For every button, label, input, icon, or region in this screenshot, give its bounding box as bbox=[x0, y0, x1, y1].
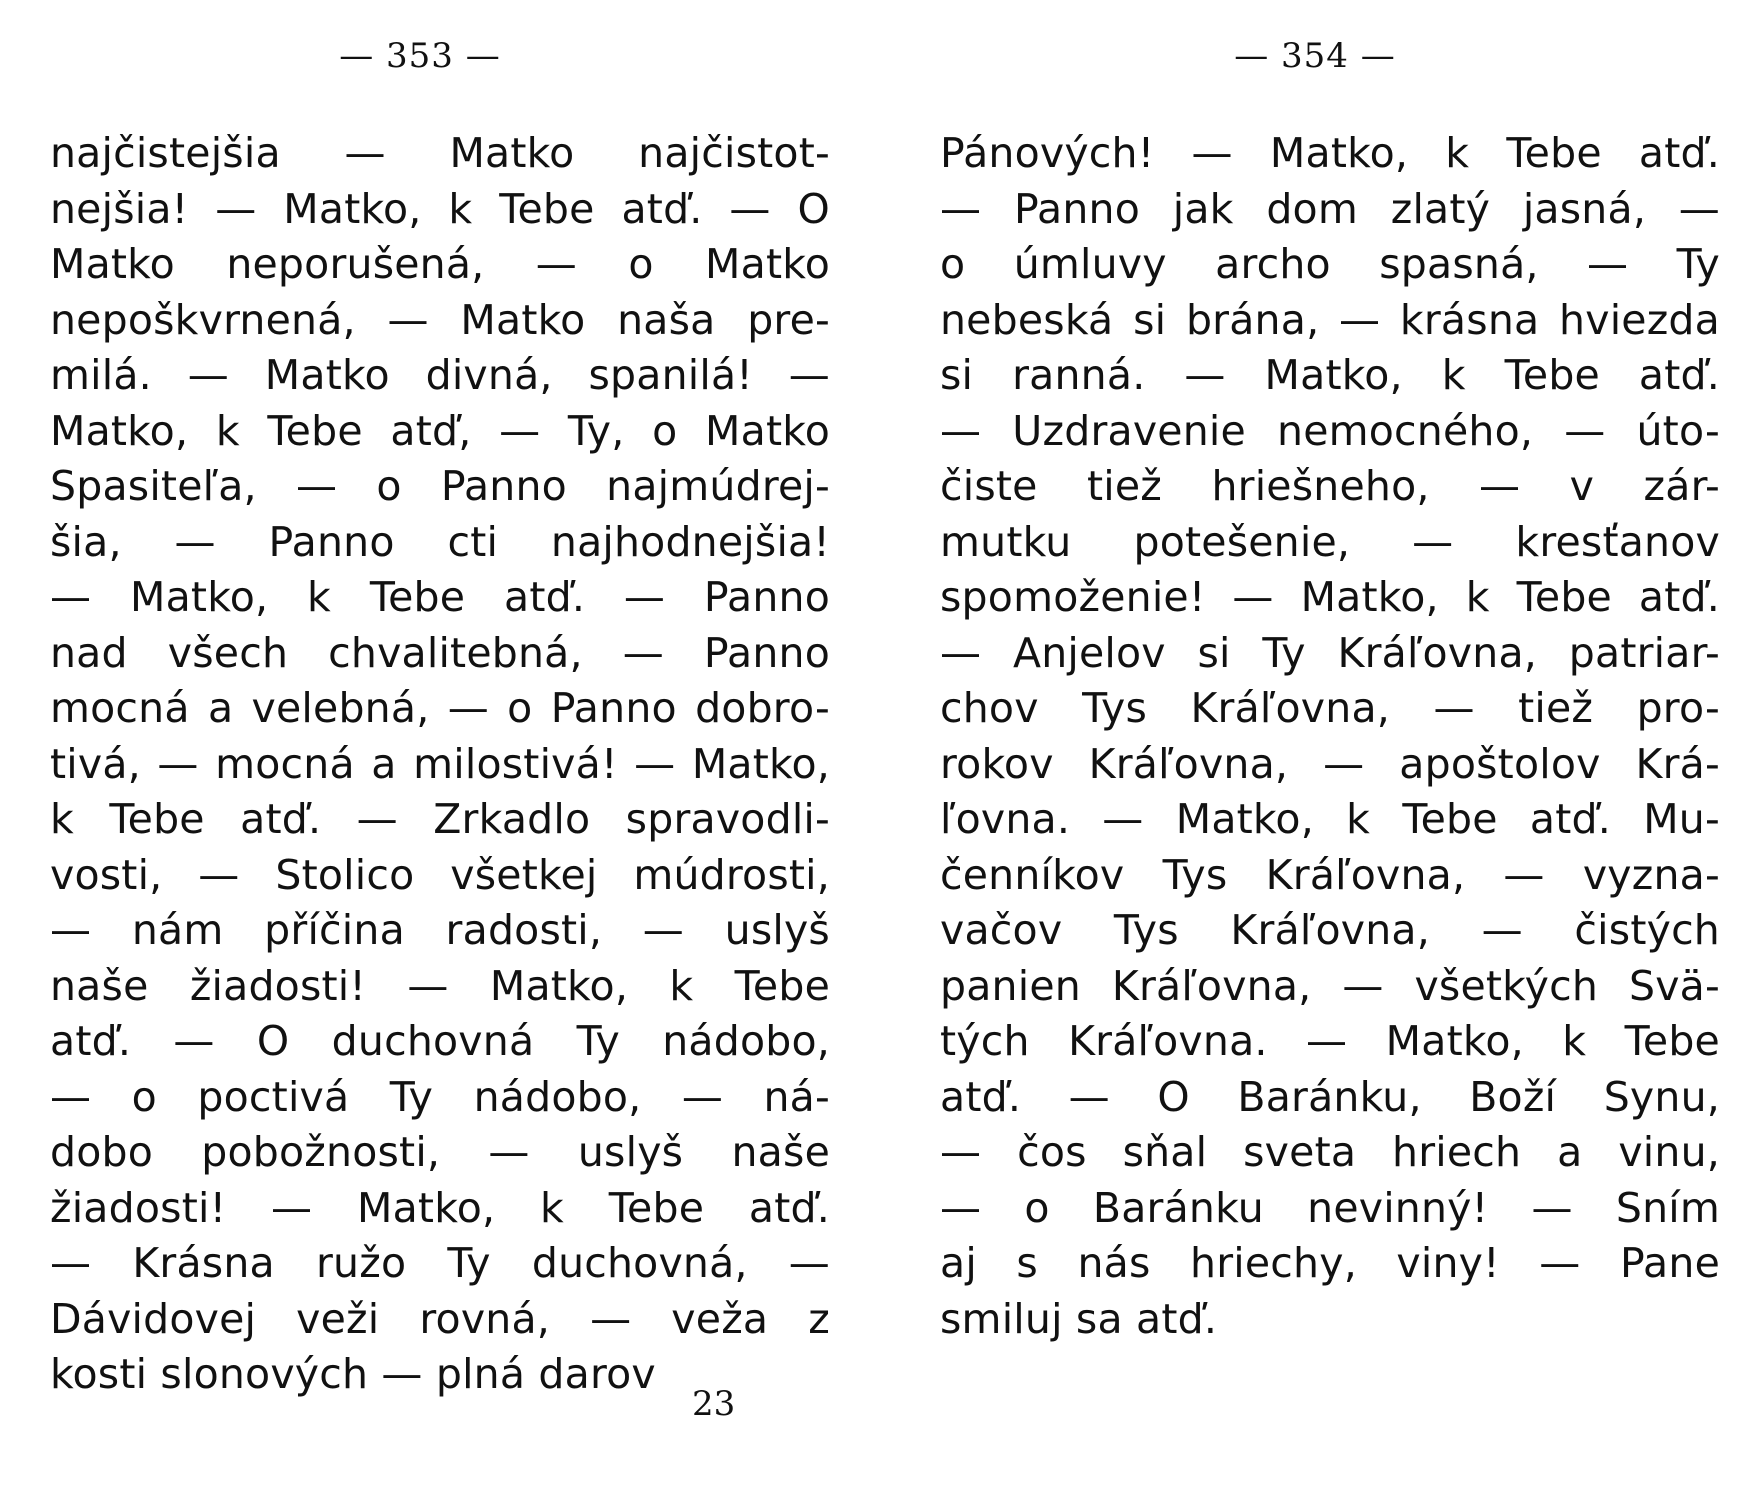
text-line: mutku potešenie, — kresťanov bbox=[940, 517, 1720, 566]
text-line: — Matko, k Tebe atď. — Panno bbox=[50, 573, 830, 621]
text-line: Matko neporušená, — o Matko bbox=[50, 240, 830, 288]
left-page bbox=[50, 0, 830, 1500]
text-line: čiste tiež hriešneho, — v zár- bbox=[940, 462, 1720, 510]
text-line: — o Baránku nevinný! — Sním bbox=[940, 1183, 1720, 1232]
text-line: Spasiteľa, — o Panno najmúdrej- bbox=[50, 462, 830, 510]
text-line: aj s nás hriechy, viny! — Pane bbox=[940, 1239, 1720, 1287]
left-page-text bbox=[50, 126, 830, 1403]
text-line: — nám příčina radosti, — uslyš bbox=[50, 906, 830, 954]
text-line: šia, — Panno cti najhodnejšia! bbox=[50, 517, 830, 566]
text-line: nebeská si brána, — krásna hviezda bbox=[940, 295, 1720, 344]
text-line: dobo pobožnosti, — uslyš naše bbox=[50, 1128, 830, 1176]
text-line: — o poctivá Ty nádobo, — ná- bbox=[50, 1072, 830, 1121]
text-line: ľovna. — Matko, k Tebe atď. Mu- bbox=[940, 795, 1720, 843]
text-line: — Uzdravenie nemocného, — úto- bbox=[940, 406, 1720, 455]
text-line: atď. — O Baránku, Boží Synu, bbox=[940, 1072, 1720, 1121]
page-number-right: — 354 — bbox=[1234, 36, 1396, 76]
text-line: panien Kráľovna, — všetkých Svä- bbox=[940, 961, 1720, 1010]
text-line: o úmluvy archo spasná, — Ty bbox=[940, 240, 1720, 288]
text-line: spomoženie! — Matko, k Tebe atď. bbox=[940, 573, 1720, 621]
page-number-left: — 353 — bbox=[339, 36, 501, 76]
text-line: čenníkov Tys Kráľovna, — vyzna- bbox=[940, 850, 1720, 899]
text-line: Matko, k Tebe atď, — Ty, o Matko bbox=[50, 406, 830, 455]
text-line: — Anjelov si Ty Kráľovna, patriar- bbox=[940, 628, 1720, 677]
text-line: naše žiadosti! — Matko, k Tebe bbox=[50, 961, 830, 1010]
text-line: tivá, — mocná a milostivá! — Matko, bbox=[50, 739, 830, 788]
text-line: kosti slonových — plná darov bbox=[50, 1350, 656, 1398]
text-line: vačov Tys Kráľovna, — čistých bbox=[940, 906, 1720, 954]
text-line: k Tebe atď. — Zrkadlo spravodli- bbox=[50, 795, 830, 843]
text-line: nad všech chvalitebná, — Panno bbox=[50, 628, 830, 677]
text-line: — čos sňal sveta hriech a vinu, bbox=[940, 1128, 1720, 1176]
text-line: mocná a velebná, — o Panno dobro- bbox=[50, 684, 830, 732]
text-line: žiadosti! — Matko, k Tebe atď. bbox=[50, 1183, 830, 1232]
text-line: Pánových! — Matko, k Tebe atď. bbox=[940, 129, 1720, 177]
text-line: si ranná. — Matko, k Tebe atď. bbox=[940, 351, 1720, 399]
text-line: vosti, — Stolico všetkej múdrosti, bbox=[50, 850, 830, 899]
right-page bbox=[940, 0, 1720, 1500]
signature-mark: 23 bbox=[692, 1384, 736, 1424]
text-line: najčistejšia — Matko najčistot- bbox=[50, 129, 830, 177]
right-page-text bbox=[940, 126, 1720, 1347]
text-line: atď. — O duchovná Ty nádobo, bbox=[50, 1017, 830, 1065]
text-line: milá. — Matko divná, spanilá! — bbox=[50, 351, 830, 399]
text-line: — Krásna ružo Ty duchovná, — bbox=[50, 1239, 830, 1287]
text-line: Dávidovej veži rovná, — veža z bbox=[50, 1294, 830, 1343]
text-line: chov Tys Kráľovna, — tiež pro- bbox=[940, 684, 1720, 732]
text-line: rokov Kráľovna, — apoštolov Krá- bbox=[940, 739, 1720, 788]
text-line: smiluj sa atď. bbox=[940, 1294, 1218, 1343]
text-line: tých Kráľovna. — Matko, k Tebe bbox=[940, 1017, 1720, 1065]
text-line: nejšia! — Matko, k Tebe atď. — O bbox=[50, 184, 830, 233]
text-line: — Panno jak dom zlatý jasná, — bbox=[940, 184, 1720, 233]
text-line: nepoškvrnená, — Matko naša pre- bbox=[50, 295, 830, 344]
